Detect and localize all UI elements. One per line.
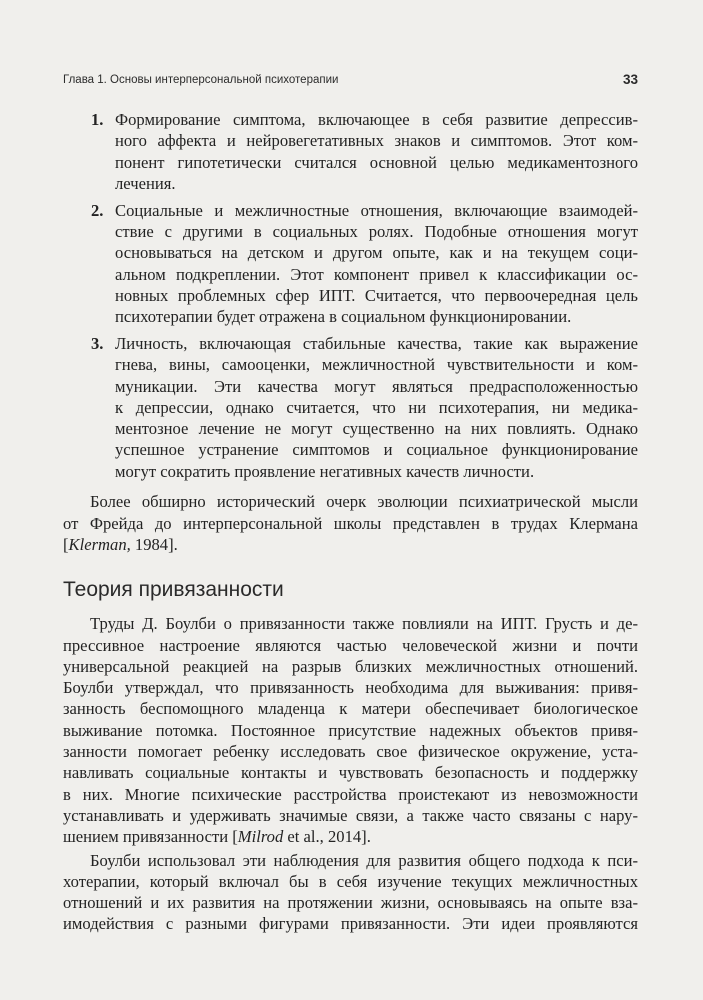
text-line: Боулби утверждал, что привязанность необходима для выживания: привя- (63, 678, 638, 698)
text-line: гнева, вины, самооценки, межличностной чувствительности и ком- (115, 355, 638, 375)
text-line: новных проблемных сфер ИПТ. Считается, что первоочередная цель (115, 285, 638, 305)
running-header-title: Глава 1. Основы интерперсональной психотерапии (63, 74, 339, 86)
citation-line (63, 534, 638, 555)
text-line: ментозное лечение не могут существенно на них повлиять. Однако (115, 419, 638, 439)
text-line: хотерапии, который включал бы в себя изучение текущих межличностных (63, 871, 638, 891)
text-line: муникации. Эти качества могут являться предрасположенностью (115, 376, 638, 396)
text-line: ного аффекта и нейровегетативных знаков и симптомов. Этот ком- (115, 131, 638, 151)
paragraph (63, 613, 638, 847)
list-number: 2. (91, 200, 104, 220)
text-line: Более обширно исторический очерк эволюции психиатрической мысли (90, 492, 638, 512)
text-line: Социальные и межличностные отношения, включающие взаимодей- (115, 200, 638, 220)
list-number: 1. (91, 110, 104, 129)
text-line: могут сократить проявление негативных качеств личности. (115, 461, 535, 481)
page-number: 33 (622, 72, 638, 87)
paragraph (63, 850, 638, 935)
text-line: лечения. (115, 173, 176, 193)
numbered-list (63, 109, 638, 482)
citation-author: Milrod (237, 827, 284, 847)
text-line: психотерапии будет отражена в социальном функционировании. (115, 307, 572, 327)
list-item (63, 109, 638, 194)
text-line: к депрессии, однако считается, что ни психотерапия, ни медика- (115, 397, 638, 417)
text-line: прессивное настроение являются частью человеческой жизни и почти (63, 635, 638, 655)
text-line: универсальной реакцией на разрыв близких межличностных отношений. (63, 656, 638, 676)
text-line: имодействия с разными фигурами привязанности. Эти идеи проявляются (63, 914, 638, 934)
text-line: занность беспомощного младенца к матери обеспечивает биологическое (63, 699, 638, 719)
text-line: выживание потомка. Постоянное присутствие надежных объектов привя- (63, 720, 638, 740)
list-item (63, 333, 638, 482)
text-line: от Фрейда до интерперсональной школы представлен в трудах Клермана (63, 513, 638, 533)
text-line: Личность, включающая стабильные качества, такие как выражение (115, 333, 638, 353)
text-line: Боулби использовал эти наблюдения для развития общего подхода к пси- (90, 850, 638, 870)
text-line: занности помогает ребенку исследовать свое физическое окружение, уста- (63, 742, 638, 762)
citation-year: 1984]. (130, 534, 178, 554)
citation-text: шением привязанности [ (63, 827, 238, 847)
list-item (63, 200, 638, 328)
paragraph (63, 491, 638, 555)
text-line: Труды Д. Боулби о привязанности также повлияли на ИПТ. Грусть и де- (90, 614, 638, 634)
text-line: отношений и их развития на протяжении жизни, основываясь на опыте вза- (63, 893, 638, 913)
text-line: в них. Многие психические расстройства проистекают из невозможности (63, 784, 638, 804)
text-line: альном подкреплении. Этот компонент привел к классификации ос- (115, 264, 638, 284)
section-heading: Теория привязанности (63, 577, 284, 601)
page-body (63, 109, 638, 935)
citation-author: Klerman, (68, 534, 131, 554)
text-line: устанавливать и удерживать значимые связи, а также часто связаны с нару- (63, 805, 638, 825)
citation-text: [ (63, 534, 69, 554)
text-line: успешное устранение симптомов и социальное функционирование (115, 440, 638, 460)
list-number: 3. (91, 333, 104, 353)
text-line: основываться на детском и другом опыте, как и на текущем соци- (115, 243, 638, 263)
text-line: понент гипотетически считался основной целью медикаментозного (115, 152, 638, 172)
citation-line (63, 826, 638, 847)
text-line: навливать социальные контакты и чувствовать безопасность и поддержку (63, 763, 638, 783)
text-line: Формирование симптома, включающее в себя развитие депрессив- (115, 110, 638, 129)
citation-year: et al., 2014]. (283, 827, 371, 847)
text-line: ствие с другими в социальных ролях. Подобные отношения могут (115, 221, 638, 241)
